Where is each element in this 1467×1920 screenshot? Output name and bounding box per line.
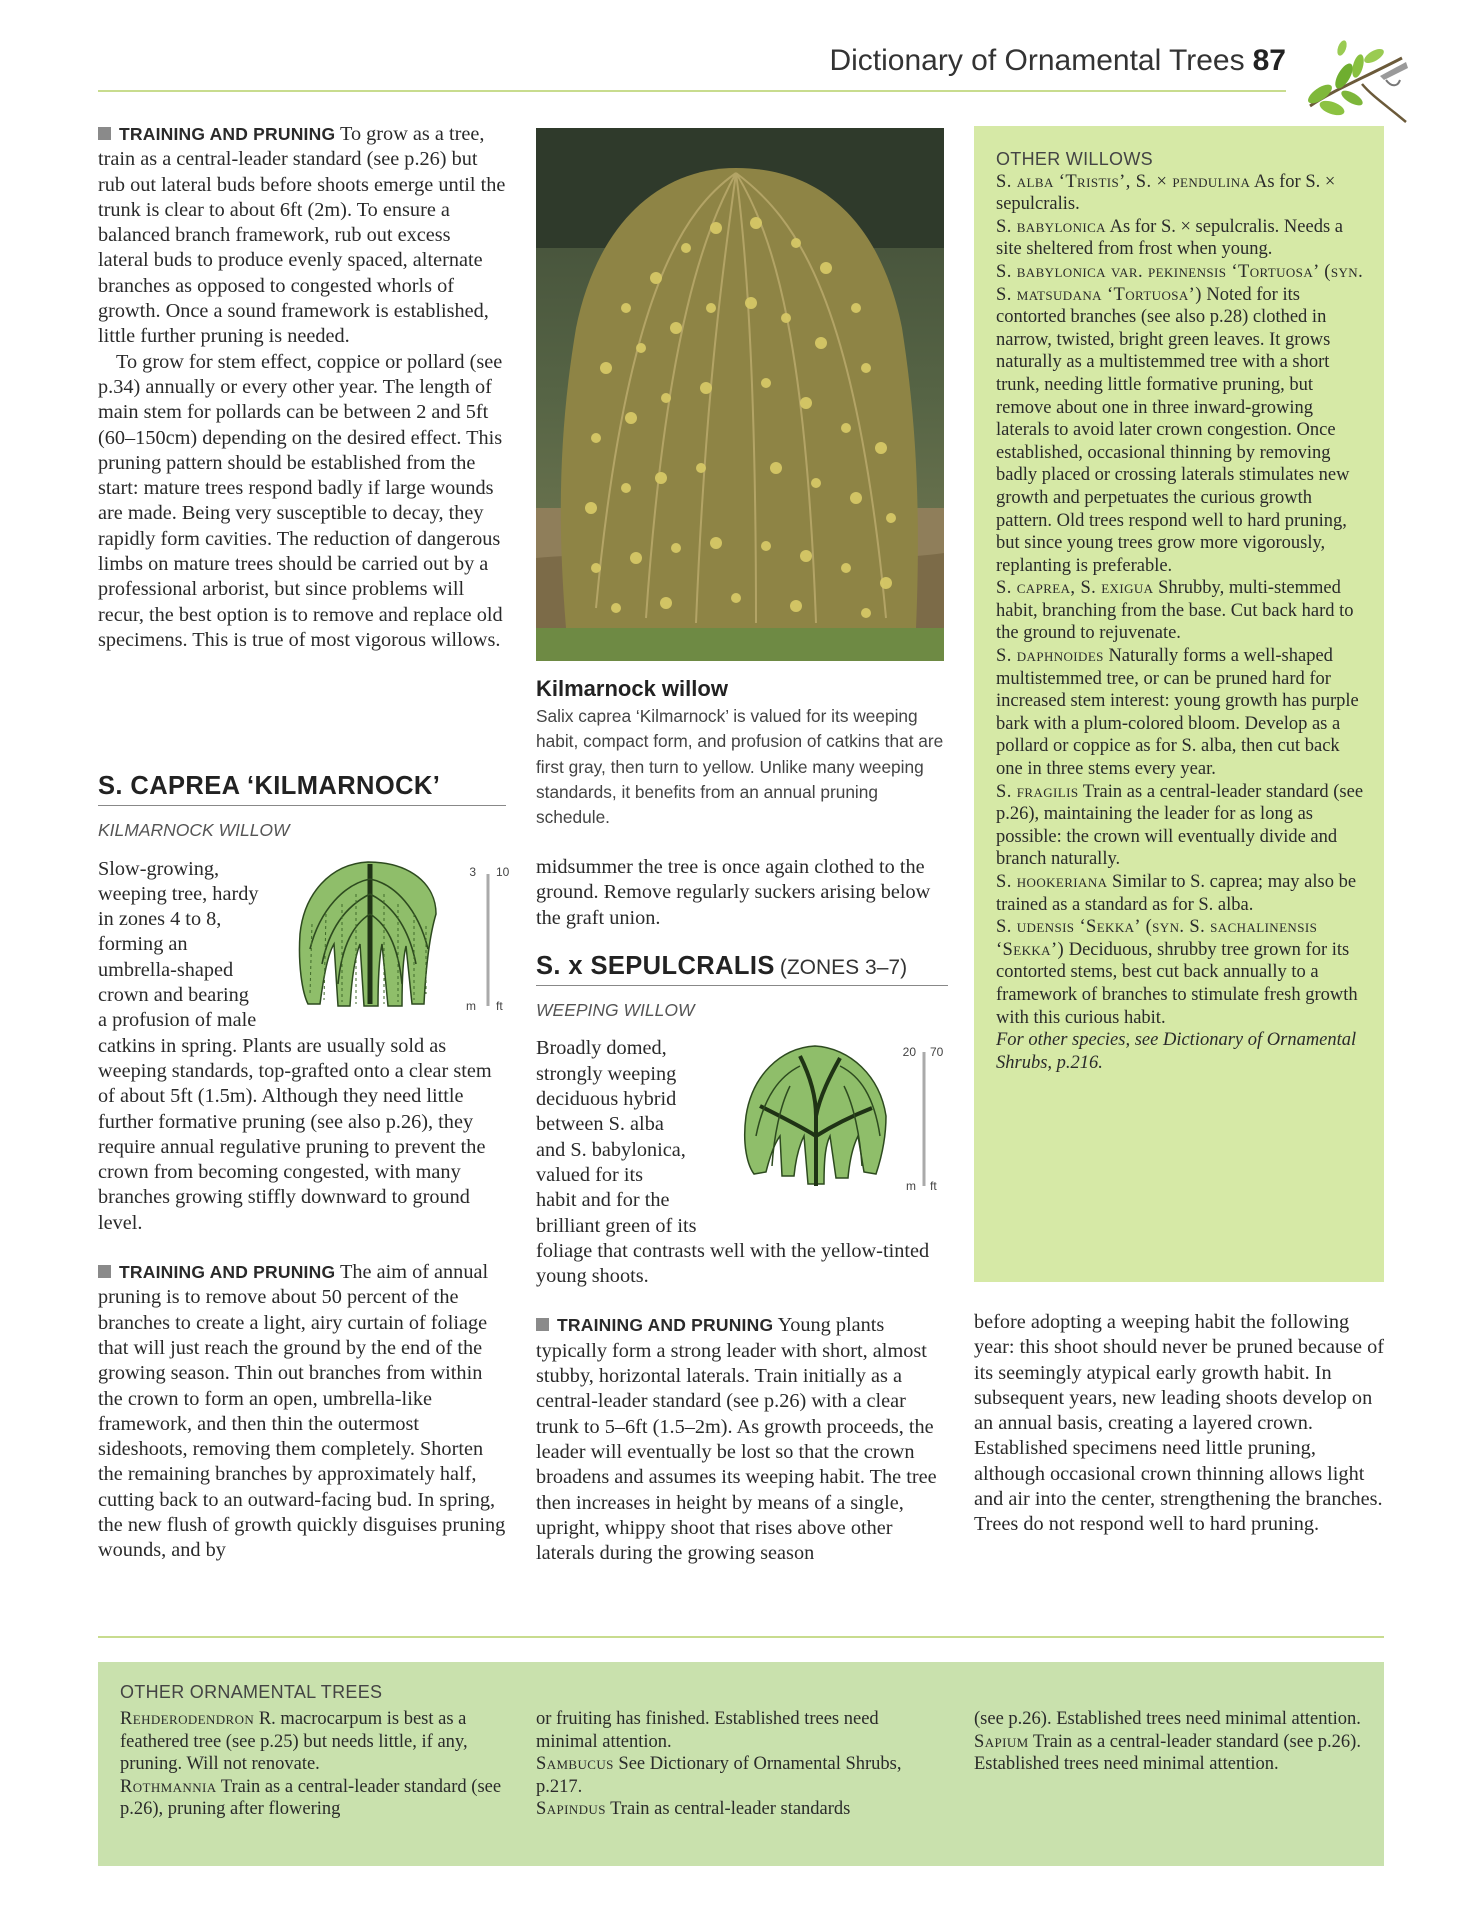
body-text: The aim of annual pruning is to remove about 50 percent of the branches to create a light, airy curtain of foliage that will just reach the ground by the end of the growing season. Thin out branches from within the crown to form an open, umbrella-like framework, and then thin the outermost sideshoots, removing them completely. Shorten the remaining branches by approximately half, cutting back to an outward-facing bud. In spring, the new flush of growth quickly disguises pruning wounds, and by (98, 1261, 506, 1562)
genus-name: Sambucus (536, 1754, 614, 1775)
square-bullet-icon (98, 127, 111, 140)
body-text: To grow as a tree, train as a central-leader standard (see p.26) but rub out lateral buds before shoots emerge until the trunk is clear to about 6ft (2m). To ensure a balanced branch framework, rub out excess lateral buds to produce evenly spaced, alternate branches as opposed to congested whorls of growth. Once a sound framework is established, little further pruning is needed. (98, 123, 506, 348)
body-paragraph: To grow for stem effect, coppice or pollard (see p.34) annually or every other year. The length of main stem for pollards can be between 2 and 5ft (60–150cm) depending on the desired effect. This pruning pattern should be established from the start: mature trees respond badly if large wounds are made. Being very susceptible to decay, they rapidly form cavities. The reduction of dangerous limbs on mature trees should be carried out by a professional arborist, but since problems will recur, the best option is to remove and replace old specimens. This is true of most vigorous willows. (98, 350, 503, 651)
tree-entry (536, 1798, 940, 1821)
scale-feet: 70 (930, 1045, 944, 1059)
species-text: As for S. × sepulcralis. (996, 171, 1336, 215)
box-heading: OTHER ORNAMENTAL TREES (120, 1682, 383, 1702)
species-name: S. babylonica var. pekinensis ‘Tortuosa’ (996, 261, 1320, 282)
column-1-top (98, 122, 506, 653)
section-title: Dictionary of Ornamental Trees (829, 44, 1245, 77)
species-text: Similar to S. caprea; may also be trained as a standard as for S. alba. (996, 872, 1357, 915)
intro-line: Slow-growing, (98, 857, 220, 880)
title-rule (98, 805, 506, 806)
run-head: TRAINING AND PRUNING (119, 124, 336, 144)
entry-title: S. x SEPULCRALIS (536, 951, 775, 980)
tree-entry (974, 1731, 1378, 1776)
intro-line: habit and for the (536, 1189, 670, 1212)
intro-line: a profusion of male (98, 1009, 257, 1032)
willow-entry (996, 916, 1370, 1029)
other-willows-panel (974, 126, 1384, 1282)
box-column-2 (536, 1708, 940, 1821)
willow-entry (996, 781, 1370, 871)
willow-entry (996, 645, 1370, 781)
scale-unit-ft: ft (496, 999, 503, 1013)
scale-metres: 20 (902, 1045, 916, 1059)
species-name: S. babylonica (996, 216, 1106, 237)
run-head: TRAINING AND PRUNING (557, 1315, 774, 1336)
willow-entry (996, 871, 1370, 916)
genus-text: See Dictionary of Ornamental Shrubs, p.217. (536, 1754, 902, 1797)
weeping-tree-illustration (290, 854, 512, 1020)
sepulcralis-heading (536, 951, 948, 981)
willow-entry (996, 577, 1370, 645)
genus-text: Train as a central-leader standard (see p.26), pruning after flowering (120, 1776, 502, 1820)
intro-line: in zones 4 to 8, (98, 908, 222, 931)
run-head: TRAINING AND PRUNING (119, 1262, 336, 1283)
tree-entry-continued: (see p.26). Established trees need minimal attention. (974, 1709, 1361, 1729)
scale-unit-m: m (906, 1179, 916, 1193)
species-text: Noted for its contorted branches (see also p.28) clothed in narrow, twisted, bright green leaves. It grows naturally as a multistemmed tree with a short trunk, needing little formative pruning, but remove about one in three inward-growing laterals to avoid later crown congestion. Once established, occasional thinning by removing badly placed or crossing laterals stimulates new growth and perpetuates the curious growth pattern. Old trees respond well to hard pruning, but since young trees grow more vigorously, replanting is preferable. (996, 284, 1350, 576)
genus-text: Train as central-leader standards (610, 1799, 851, 1820)
species-name: S. caprea, S. exigua (996, 578, 1154, 599)
other-willows-list (996, 148, 1370, 1074)
height-scale (903, 1045, 944, 1193)
running-title (829, 44, 1286, 78)
willow-entry (996, 216, 1370, 261)
panel-footer: For other species, see Dictionary of Ornamental Shrubs, p.216. (996, 1030, 1357, 1073)
intro-line: weeping tree, hardy (98, 882, 259, 905)
species-name: S. hookeriana (996, 872, 1108, 892)
square-bullet-icon (98, 1265, 111, 1278)
intro-line: umbrella-shaped (98, 958, 234, 981)
genus-name: Rothmannia (120, 1776, 217, 1797)
box-column-1 (120, 1708, 524, 1821)
species-name: S. fragilis (996, 781, 1079, 802)
photo-caption-title: Kilmarnock willow (536, 676, 728, 701)
genus-name: Sapindus (536, 1799, 606, 1820)
intro-line: Broadly domed, (536, 1037, 667, 1060)
intro-line: and S. babylonica, (536, 1138, 686, 1161)
intro-line: between S. alba (536, 1113, 664, 1136)
species-text: Deciduous, shrubby tree grown for its contorted stems, best cut back annually to a framework of branches to stimulate fresh growth with this curious habit. (996, 939, 1358, 1028)
scale-unit-m: m (466, 999, 476, 1013)
species-text: Train as a central-leader standard (see p.26), maintaining the leader for as long as possible: the crown will eventually divide and branch naturally. (996, 781, 1364, 870)
sepulcralis-pruning-continued: before adopting a weeping habit the following year: this shoot should never be pruned because of its seemingly atypical early growth habit. In subsequent years, new leading shoots develop on an annual basis, creating a layered crown. Established specimens need little pruning, although occasional crown thinning allows light and air into the center, strengthening the branches. Trees do not respond well to hard pruning. (974, 1311, 1385, 1536)
intro-line: valued for its (536, 1163, 644, 1186)
species-text: As for S. × sepulcralis. Needs a site sheltered from frost when young. (996, 216, 1343, 260)
scale-metres: 3 (469, 865, 476, 879)
panel-heading: OTHER WILLOWS (996, 149, 1153, 169)
column-2-body (536, 855, 948, 1566)
zones-label: (ZONES 3–7) (779, 955, 908, 979)
willow-entry (996, 171, 1370, 216)
species-name: S. daphnoides (996, 646, 1104, 667)
species-text: Shrubby, multi-stemmed habit, branching from the base. Cut back hard to the ground to rejuvenate. (996, 578, 1354, 644)
willow-entry (996, 261, 1370, 577)
scale-unit-ft: ft (930, 1179, 937, 1193)
column-3-body (974, 1310, 1384, 1538)
genus-text: Train as a central-leader standard (see p.26). Established trees need minimal attention. (974, 1731, 1361, 1775)
intro-line: deciduous hybrid (536, 1088, 677, 1111)
genus-name: Rehderodendron (120, 1709, 255, 1729)
scale-feet: 10 (496, 865, 510, 879)
training-pruning-para (98, 122, 506, 350)
kilmarnock-willow-photo (536, 128, 944, 661)
box-column-3 (974, 1708, 1378, 1776)
section-divider (98, 1636, 1384, 1638)
tree-crown (745, 1046, 886, 1186)
intro-line: strongly weeping (536, 1062, 677, 1085)
common-name: KILMARNOCK WILLOW (98, 820, 290, 841)
photo-caption-text: Salix caprea ‘Kilmarnock’ is valued for its weeping habit, compact form, and profusion of catkins that are first gray, then turn to yellow. Unlike many weeping standards, it benefits from an annual pruning schedule. (536, 706, 944, 828)
species-name: S. alba ‘Tristis’, S. × pendulina (996, 171, 1251, 192)
genus-name: Sapium (974, 1731, 1029, 1752)
synonym: (syn. S. matsudana ‘Tortuosa’) (996, 261, 1364, 305)
title-rule (536, 985, 948, 986)
tree-entry-continued: or fruiting has finished. Established trees need minimal attention. (536, 1709, 879, 1752)
common-name: WEEPING WILLOW (536, 1000, 695, 1021)
other-ornamental-trees-box (98, 1662, 1384, 1866)
synonym: (syn. S. sachalinensis ‘Sekka’) (996, 917, 1318, 960)
weeping-willow-illustration (740, 1036, 948, 1196)
intro-line: brilliant green of its (536, 1214, 697, 1237)
intro-rest: foliage that contrasts well with the yellow-tinted young shoots. (536, 1239, 930, 1288)
tree-entry (536, 1753, 940, 1798)
intro-line: forming an (98, 933, 188, 956)
tree-entry (120, 1708, 524, 1776)
entry-title: S. CAPREA ‘KILMARNOCK’ (98, 772, 441, 800)
training-pruning-para (536, 1313, 948, 1566)
species-name: S. udensis ‘Sekka’ (996, 917, 1141, 938)
height-scale (466, 865, 510, 1013)
intro-line: crown and bearing (98, 984, 249, 1007)
leaf-sprig-icon (1302, 36, 1414, 128)
tree-entry (120, 1776, 524, 1821)
kilmarnock-pruning-continued: midsummer the tree is once again clothed to the ground. Remove regularly suckers arising below the graft union. (536, 856, 931, 929)
square-bullet-icon (536, 1318, 549, 1331)
genus-text: R. macrocarpum is best as a feathered tree (see p.25) but needs little, if any, pruning. Will not renovate. (120, 1709, 468, 1775)
training-pruning-para (98, 1260, 506, 1564)
page-number: 87 (1252, 44, 1286, 77)
intro-rest: catkins in spring. Plants are usually sold as weeping standards, top-grafted onto a clear stem of about 5ft (1.5m). Although they need little further formative pruning (see also p.26), they require annual regulative pruning to prevent the crown from becoming congested, with many branches growing stiffly downward to ground level. (98, 1034, 492, 1234)
species-text: Naturally forms a well-shaped multistemmed tree, or can be pruned hard for increased stem interest: young growth has purple bark with a plum-colored bloom. Develop as a pollard or coppice as for S. alba, then cut back one in three stems every year. (996, 646, 1359, 780)
body-text: Young plants typically form a strong leader with short, almost stubby, horizontal laterals. Train initially as a central-leader standard (see p.26) with a clear trunk to 5–6ft (1.5–2m). As growth proceeds, the leader will eventually be lost so that the crown broadens and assumes its weeping habit. The tree then increases in height by means of a single, upright, whippy shoot that rises above other laterals during the growing season (536, 1314, 937, 1565)
page-header (98, 44, 1286, 92)
tree-crown (299, 862, 436, 1006)
